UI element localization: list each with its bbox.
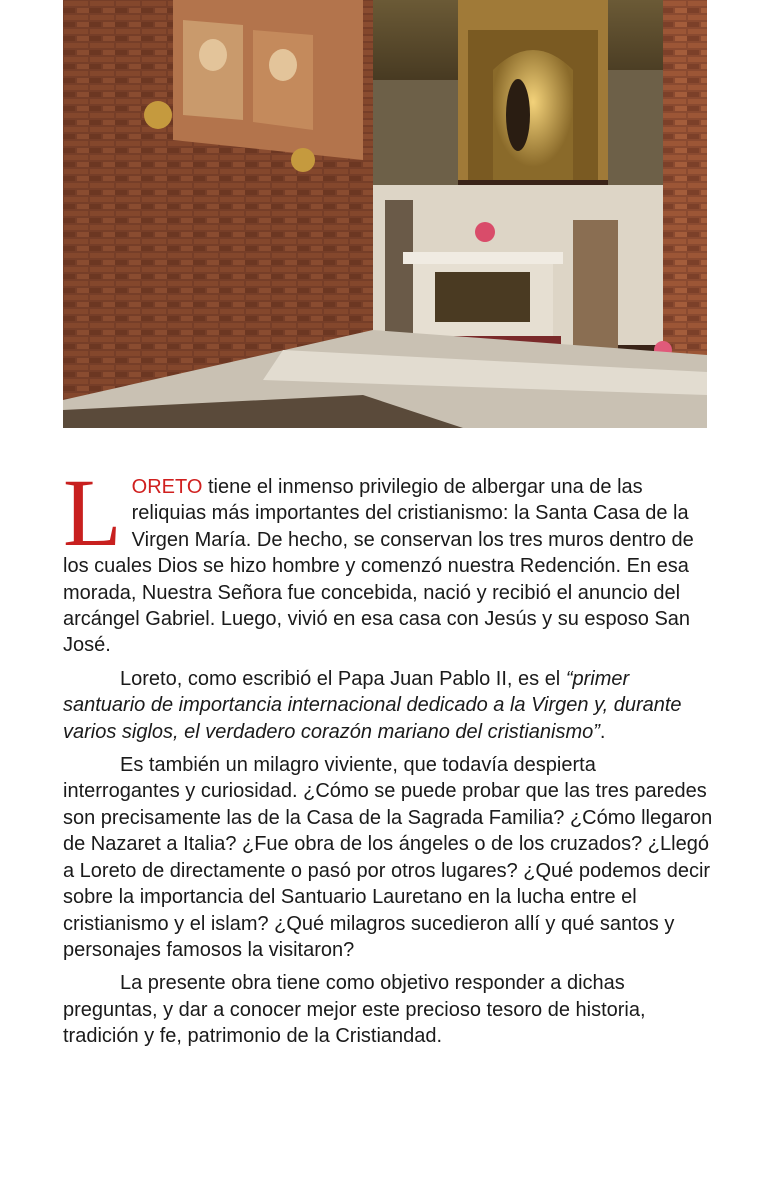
intro-paragraph — [63, 459, 713, 659]
pope-quote: “primer santuario de importancia internacional dedicado a la Virgen y, durante varios siglos, el verdadero corazón mariano del cristianismo” — [63, 667, 682, 743]
santa-casa-photo — [63, 0, 707, 428]
quote-paragraph — [63, 666, 713, 745]
drop-cap: L — [63, 459, 122, 566]
intro-text: tiene el inmenso privilegio de albergar una de las reliquias más importantes del cristianismo: la Santa Casa de la Virgen María. De hecho, se conservan los tres muros dentro de los cuales Dios se hizo hombre y comenzó nuestra Redención. En esa morada, Nuestra Señora fue concebida, nació y recibió el anuncio del arcángel Gabriel. Luego, vivió en esa casa con Jesús y su esposo San José. — [63, 476, 694, 657]
purpose-paragraph: La presente obra tiene como objetivo responder a dichas preguntas, y dar a conocer mejor este precioso tesoro de historia, tradición y fe, patrimonio de la Cristiandad. — [63, 972, 646, 1048]
lead-word: ORETO — [131, 476, 203, 498]
questions-paragraph: Es también un milagro viviente, que todavía despierta interrogantes y curiosidad. ¿Cómo se puede probar que las tres paredes son precisamente las de la Casa de la Sagrada Familia? ¿Cómo llegaron de Nazaret a Italia? ¿Fue obra de los ángeles o de los cruzados? ¿Llegó a Loreto de directamente o pasó por otros lugares? ¿Qué podemos decir sobre la importancia del Santuario Lauretano en la lucha entre el cristianismo y el islam? ¿Qué milagros sucedieron allí y qué santos y personajes famosos la visitaron? — [63, 754, 713, 961]
quote-end: . — [599, 720, 606, 743]
quote-intro: Loreto, como escribió el Papa Juan Pablo II, es el — [120, 667, 566, 690]
article-body — [63, 459, 713, 1057]
